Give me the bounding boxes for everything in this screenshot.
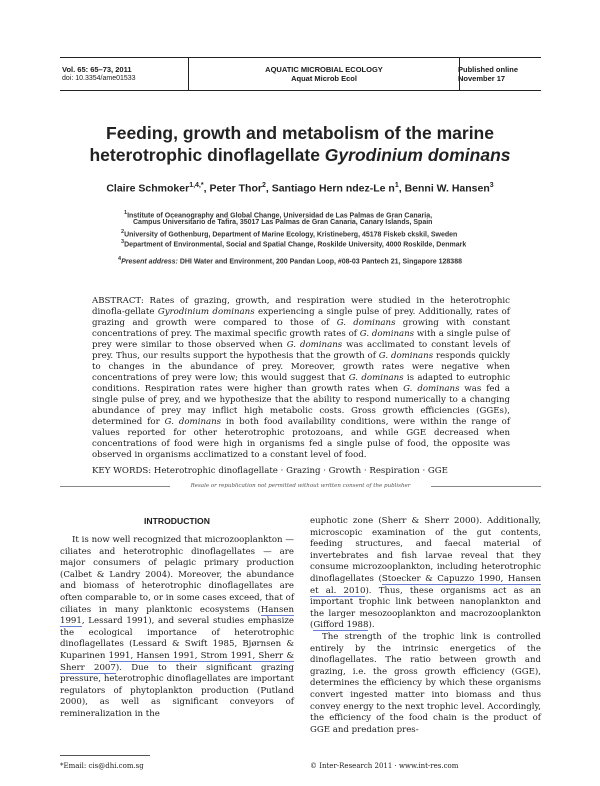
abstract-text: with a single pulse of prey were similar to those observed when bbox=[92, 329, 510, 350]
abstract-text: experiencing a single pulse of prey. Additionally, rates of grazing and growth were compared to those of bbox=[92, 307, 510, 328]
footnote-rule bbox=[60, 755, 150, 756]
author-name: Claire Schmoker bbox=[106, 182, 190, 195]
affil-text: Institute of Oceanography and Global Change, Universidad de Las Palmas de Gran Canaria, bbox=[127, 212, 433, 220]
affiliation-3 bbox=[121, 238, 466, 249]
author-affil-sup: 1 bbox=[394, 182, 399, 189]
body-text: The strength of the trophic link is controlled entirely by the intrinsic energetics of the dinoflagellates. The ratio between growth and grazing, i.e. the gross growth efficiency (GGE), determines the efficiency by which these organisms convert ingested matter into biomass and thus convey energy to the next trophic level. Accordingly, the efficiency of the food chain is the product of GGE and predation pres- bbox=[310, 631, 541, 735]
species-name: Gyrodinium dominans bbox=[157, 307, 255, 317]
body-text: It is now well recognized that microzooplankton — ciliates and heterotrophic dinoflagellates — are major consumers of pelagic primary production (Calbet & Landry 2004). Moreover, the abundance and biomass of heterotrophic dinoflagellates are often comparable to, or in some cases exceed, that of ciliates in many planktonic ecosystems ( bbox=[60, 535, 294, 615]
affil-text: Campus Universitario de Tafira, 35017 Las Palmas de Gran Canaria, Canary Islands, Spain bbox=[133, 219, 433, 226]
affil-num: 3 bbox=[121, 239, 125, 245]
paper-title bbox=[40, 122, 560, 166]
keywords-text: Heterotrophic dinoflagellate · Grazing · Growth · Respiration · GGE bbox=[151, 466, 448, 476]
header-journal-cell bbox=[188, 58, 460, 90]
header-published-cell bbox=[458, 58, 543, 90]
body-text: , Lessard 1991), and several studies emphasize the ecological importance of heterotrophic dinoflagellates (Lessard & Swift 1985, Bjørnsen & Kuparinen bbox=[60, 616, 294, 661]
species-abbrev: G. dominans bbox=[348, 373, 404, 383]
title-line-1: Feeding, growth and metabolism of the marine bbox=[106, 123, 494, 143]
journal-abbrev: Aquat Microb Ecol bbox=[291, 74, 357, 83]
body-text: euphotic zone (Sherr & Sherr 2000). Additionally, microscopic examination of the gut contents, feeding structures, and faecal material of invertebrates and fish larvae reveal that they consume microzooplankton, including heterotrophic dinoflagellates ( bbox=[310, 516, 541, 584]
abstract-text: growing with constant concentrations of prey. The maximal specific growth rates of bbox=[92, 318, 510, 339]
body-column-left bbox=[60, 535, 294, 721]
body-column-right bbox=[310, 516, 541, 736]
body-text: ). Thus, these organisms act as an important trophic link between nanoplankton and the larger mesozooplankton and macrozooplankton ( bbox=[310, 585, 542, 631]
affil-num: 1 bbox=[124, 210, 128, 216]
body-text: ). bbox=[368, 620, 375, 631]
title-line-2: heterotrophic dinoflagellate bbox=[89, 145, 325, 165]
paragraph bbox=[60, 535, 294, 721]
abstract-text: is adapted to eutrophic conditions. Respiration rates were higher than growth rates when bbox=[92, 373, 511, 394]
abstract bbox=[92, 296, 510, 461]
affil-text: University of Gothenburg, Department of Marine Ecology, Kristineberg, 45178 Fiskeb ckskil, Sweden bbox=[124, 231, 458, 239]
species-abbrev: G. dominans bbox=[286, 340, 343, 350]
volume-info: Vol. 65: 65–73, 2011 bbox=[62, 65, 132, 74]
species-abbrev: G. dominans bbox=[378, 351, 434, 361]
paragraph bbox=[310, 516, 541, 632]
section-heading-introduction: INTRODUCTION bbox=[144, 516, 210, 526]
title-species: Gyrodinium dominans bbox=[324, 145, 511, 165]
resale-text: Resale or republication not permitted without written consent of the publisher bbox=[190, 483, 411, 489]
reference-link[interactable]: Hansen 1991 bbox=[60, 604, 294, 627]
keywords-label: KEY WORDS: bbox=[92, 466, 152, 476]
author-affil-sup: 3 bbox=[489, 182, 494, 189]
author-name: Peter Thor bbox=[209, 182, 262, 195]
reference-link[interactable]: 1991, Hansen 1991, Strom 1991, Sherr & Sherr 2007 bbox=[60, 650, 295, 673]
affiliation-4 bbox=[118, 255, 462, 266]
affil-num: 4 bbox=[118, 256, 122, 262]
abstract-text: Rates of grazing, growth, and respiration were studied in the heterotrophic dinofla-gellate bbox=[92, 296, 510, 317]
resale-rule-left bbox=[60, 486, 170, 487]
author-affil-sup: 1,4,* bbox=[189, 182, 204, 189]
species-abbrev: G. dominans bbox=[403, 384, 460, 394]
abstract-text: was acclimated to constant levels of prey. Thus, our results support the hypothesis that the growth of bbox=[92, 340, 510, 361]
affiliation-1-cont bbox=[133, 218, 432, 227]
published-date: Published online November 17 bbox=[458, 65, 519, 83]
affil-num: 2 bbox=[121, 229, 125, 235]
affil-text: DHI Water and Environment, 200 Pandan Loop, #08-03 Pantech 21, Singapore 128388 bbox=[177, 258, 462, 266]
journal-name: AQUATIC MICROBIAL ECOLOGY bbox=[265, 65, 383, 74]
author-affil-sup: 2 bbox=[261, 182, 266, 189]
abstract-text: responds quickly to changes in the abundance of prey. Moreover, growth rates were negative when concentrations of prey were low; this would suggest that bbox=[92, 351, 510, 383]
abstract-label: ABSTRACT: bbox=[92, 296, 150, 306]
present-address-label: Present address: bbox=[121, 258, 178, 266]
species-abbrev: G. dominans bbox=[359, 329, 415, 339]
body-text: ). Due to their significant grazing pressure, heterotrophic dinoflagellates are important regulators of phytoplankton production (Putland 2000), as well as significant conveyors of remineralization in the bbox=[60, 662, 295, 719]
abstract-text: was fed a single pulse of prey, and we hypothesize that the ability to respond numerically to a changing abundance of prey may inflict high metabolic costs. Gross growth efficiencies (GGEs), determined for bbox=[92, 384, 510, 427]
corresponding-email: *Email: cis@dhi.com.sg bbox=[60, 762, 144, 770]
resale-rule-right bbox=[431, 486, 541, 487]
author-name: Santiago Hern ndez-Le n bbox=[271, 182, 395, 195]
species-abbrev: G. dominans bbox=[164, 417, 222, 427]
reference-link[interactable]: Stoecker & Capuzzo 1990, Hansen et al. 2010 bbox=[310, 573, 542, 596]
doi: doi: 10.3354/ame01533 bbox=[62, 75, 136, 82]
affil-text: Department of Environmental, Social and Spatial Change, Roskilde University, 4000 Roskilde, Denmark bbox=[124, 241, 467, 249]
author-list: Claire Schmoker$^{1,4,*}$, Peter Thor$^2$, Santiago Hern ndez-Le $n^1$, Benni W. Hansen$^3$ bbox=[106, 182, 494, 195]
reference-link[interactable]: Gifford 1988 bbox=[313, 620, 369, 631]
species-abbrev: G. dominans bbox=[336, 318, 396, 328]
journal-header bbox=[60, 57, 541, 91]
keywords bbox=[92, 466, 510, 476]
resale-notice bbox=[60, 483, 541, 489]
abstract-text: in both food availability conditions, were within the range of values reported for other heterotrophic protozoans, and while GGE decreased when concentrations of food were high in organisms fed a single pulse of food, the opposite was observed in organisms acclimatized to a constant level of food. bbox=[92, 417, 511, 460]
header-volume-cell bbox=[60, 58, 180, 90]
author-name: Benni W. Hansen bbox=[404, 182, 490, 195]
copyright: © Inter-Research 2011 · www.int-res.com bbox=[310, 762, 459, 770]
paragraph bbox=[310, 632, 541, 736]
